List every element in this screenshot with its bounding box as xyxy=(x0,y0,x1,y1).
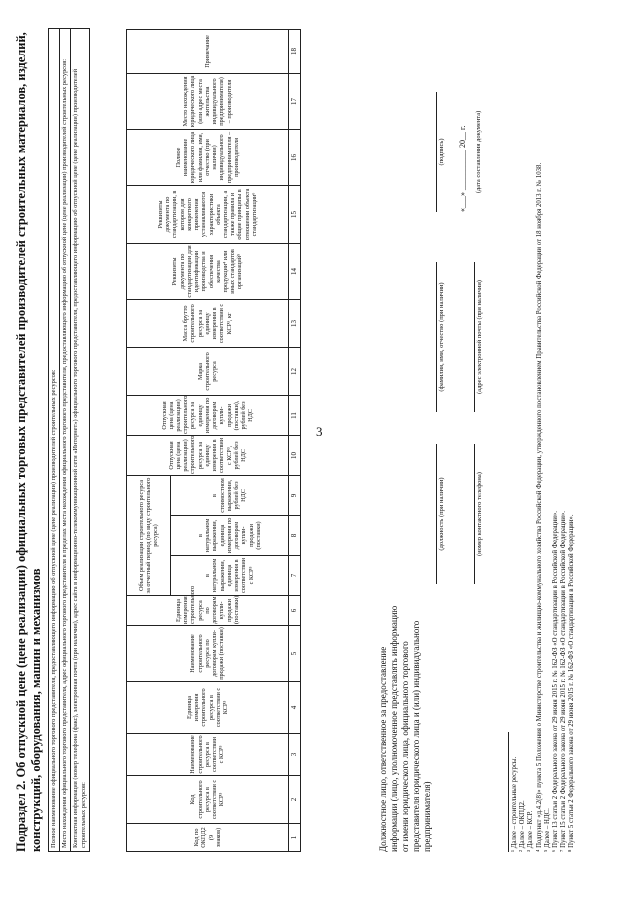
email-field[interactable]: (адрес электронной почты (при наличии) xyxy=(474,262,483,412)
col-number: 10 xyxy=(289,435,301,475)
header-note: Примечание xyxy=(127,29,289,73)
header-okpd: Код по ОКПД2 (9 знаков) xyxy=(127,824,289,852)
header-docs-standard: Реквизиты документа по стандартизации, в котором для конкретного применения устанавливаются характеристики объекта стандартизации, а также правила и общие принципы в отношении объекта стандартизации⁶ xyxy=(127,185,289,243)
info-box xyxy=(48,28,90,852)
data-table xyxy=(126,29,301,852)
footnote: ¹ Далее – строительные ресурсы. xyxy=(511,756,518,852)
header-name-contract: Наименование строительного ресурса по договорам купли-продажи (поставки) xyxy=(127,626,289,682)
footnote: ⁴ Подпункт «д.4.2(8)» пункта 5 Положения о Министерстве строительства и жилищно-коммунального хозяйства Российской Федерации, утвержденного постановлением Правительства Российской Федерации от 18 ноября 2013 г. № 1038. xyxy=(535,162,543,852)
header-name-ksr: Наименование строительного ресурса в соответствии с КСР³ xyxy=(127,734,289,776)
footnote: ⁵ Далее – НДС. xyxy=(543,808,551,852)
info-row-name: Полное наименование официального торгового представителя, предоставляющего информацию об отпускной цене (цене реализации) производителей строительных ресурсов: xyxy=(49,29,60,851)
rotated-sheet xyxy=(8,22,618,866)
header-unit-ksr: Единица измерения строительного ресурса в соответствии с КСР³ xyxy=(127,682,289,734)
date-label: (дата составления документа) xyxy=(475,110,482,194)
col-number: 16 xyxy=(289,129,301,185)
header-price-contract: Отпускная цена (цена реализации) строительного ресурса за единицу измерения по договорам купли-продажи (поставки), рублей без НДС xyxy=(127,395,289,435)
header-price-ksr: Отпускная цена (цена реализации) строительного ресурса за единицу измерения в соответствии с КСР³, рублей без НДС xyxy=(127,435,289,475)
header-volume-cost: в стоимостном выражении, рублей без НДС xyxy=(171,475,289,515)
footnote: ³ Далее – КСР. xyxy=(527,810,535,852)
info-row-location: Место нахождения официального торгового представителя, адрес официального торгового представителя в пределах места нахождения официального торгового представителя, предоставляющего информацию об отпускной цене (цене реализации) производителей строительных ресурсов: xyxy=(60,29,71,851)
header-producer: Полное наименование юридического лица или фамилия, имя, отчество (при наличии) индивидуального предпринимателя – производителя xyxy=(127,129,289,185)
signature-field[interactable]: (подпись) xyxy=(436,92,445,212)
header-brand: Марка строительного ресурса xyxy=(127,347,289,395)
col-number: 8 xyxy=(289,516,301,556)
header-volume: Объем реализации строительного ресурса за отчетный период (по виду строительного ресурса) xyxy=(127,475,171,595)
info-row-contacts: Контактная информация (номер телефона (факс), электронная почта (при наличии), адрес сайта в информационно-телекоммуникационной сети «Интернет») официального торгового представителя, предоставляющего информацию об отпускной цене (цене реализации) производителей строительных ресурсов: xyxy=(72,68,87,848)
header-unit-contract: Единица измерения строительного ресурса по договорам купли-продажи (поставки) xyxy=(127,596,289,626)
col-number: 7 xyxy=(289,556,301,596)
footnote: ⁶ Пункт 13 статьи 2 Федерального закона от 29 июня 2015 г. № 162-ФЗ «О стандартизации в Российской Федерации». xyxy=(552,511,560,852)
col-number: 17 xyxy=(289,73,301,129)
responsible-person-statement: Должностное лицо, ответственное за предоставление информации (лицо, уполномоченное представлять информацию от имени юридического лица, официального торгового представителя юридического лица и (или) индивидуального предпринимателя) xyxy=(378,605,432,852)
position-field[interactable]: (должность (при наличии) xyxy=(436,444,445,584)
column-number-row xyxy=(289,29,301,851)
footnote: ⁷ Пункт 15 статьи 2 Федерального закона от 29 июня 2015 г. № 162-ФЗ «О стандартизации в Российской Федерации». xyxy=(560,511,568,852)
phone-field[interactable]: (номер контактного телефона) xyxy=(474,444,483,584)
col-number: 18 xyxy=(289,29,301,73)
col-number: 6 xyxy=(289,596,301,626)
col-number: 5 xyxy=(289,626,301,682)
col-number: 1 xyxy=(289,824,301,852)
header-volume-contract: в натуральном выражении, единица измерения по договорам купли-продажи (поставки) xyxy=(171,516,289,556)
col-number: 14 xyxy=(289,243,301,299)
header-producer-address: Место нахождения юридического лица (или адрес места жительства индивидуального предпринимателя) – производителя xyxy=(127,73,289,129)
col-number: 3 xyxy=(289,734,301,776)
col-number: 15 xyxy=(289,185,301,243)
footnote: ² Далее – ОКПД2. xyxy=(519,800,527,852)
footnote-rule xyxy=(508,732,509,852)
col-number: 2 xyxy=(289,776,301,824)
footnote: ⁸ Пункт 5 статьи 2 Федерального закона от 29 июня 2015 г. № 162-ФЗ «О стандартизации в Российской Федерации». xyxy=(568,514,576,852)
fio-field[interactable]: (фамилия, имя, отчество (при наличии) xyxy=(436,262,445,412)
page-number: 3 xyxy=(316,424,323,439)
col-number: 11 xyxy=(289,395,301,435)
header-docs-quality: Реквизиты документа по стандартизации для идентификации производства и обеспечения качества продукции⁴ или иных стандартов организаций⁵ xyxy=(127,243,289,299)
col-number: 9 xyxy=(289,475,301,515)
col-number: 12 xyxy=(289,347,301,395)
date-line[interactable]: «___» __________ 20__ г. xyxy=(458,125,467,212)
header-resource-code: Код строительного ресурса в соответствии с КСР³ xyxy=(127,776,289,824)
col-number: 4 xyxy=(289,682,301,734)
col-number: 13 xyxy=(289,299,301,347)
header-volume-ksr: в натуральном выражении, единица измерения в соответствии с КСР³ xyxy=(171,556,289,596)
header-mass: Масса брутто строительного ресурса за единицу измерения в соответствии с КСР³, кг xyxy=(127,299,289,347)
footnotes xyxy=(508,30,577,852)
subsection-title: Подраздел 2. Об отпускной цене (цене реализации) официальных торговых представителей производителей строительных материалов, изделий, конструкций, оборудования, машин и механизмов xyxy=(14,32,43,852)
